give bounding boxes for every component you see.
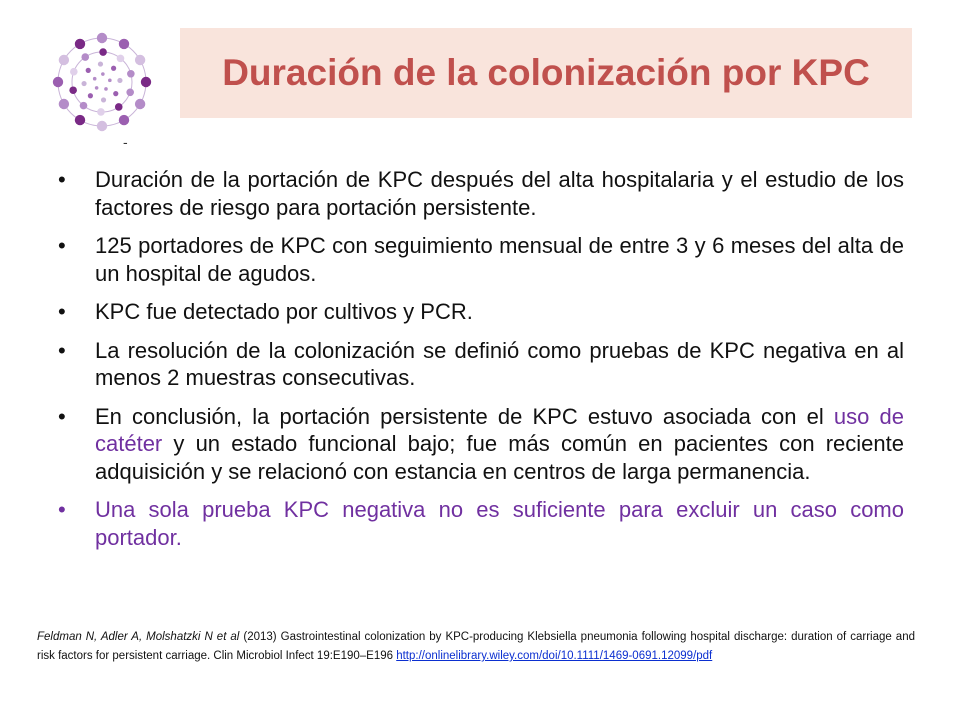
reference-body: (2013) Gastrointestinal colonization by KPC-producing Klebsiella pneumonia following hospital discharge: duration of carriage and risk factors for persistent carriage. Clin Microbiol Infect 19:E190–E196 xyxy=(37,631,915,662)
logo-dot xyxy=(80,102,88,110)
logo-icon xyxy=(48,28,156,136)
logo-dot xyxy=(101,72,105,76)
logo-dot xyxy=(119,115,129,125)
bullet-item xyxy=(58,166,904,221)
logo-dot xyxy=(117,55,125,63)
bullet-icon: • xyxy=(58,167,66,192)
bullet-list xyxy=(58,166,904,562)
logo-dot xyxy=(97,108,105,116)
logo-dot xyxy=(69,86,77,94)
bullet-text: 125 portadores de KPC con seguimiento mensual de entre 3 y 6 meses del alta de un hospital de agudos. xyxy=(95,233,904,286)
logo-dot xyxy=(97,121,107,131)
bullet-text xyxy=(95,404,904,484)
title-bar xyxy=(180,28,912,118)
bullet-item xyxy=(58,232,904,287)
logo-dot xyxy=(59,55,69,65)
logo-dot xyxy=(70,68,78,76)
bullet-text: La resolución de la colonización se definió como pruebas de KPC negativa en al menos 2 muestras consecutivas. xyxy=(95,337,904,390)
bullet-icon: • xyxy=(58,337,66,363)
highlight-catheter: uso de catéter xyxy=(95,403,904,456)
logo-dot xyxy=(115,103,123,111)
reference-link[interactable]: http://onlinelibrary.wiley.com/doi/10.1111/1469-0691.12099/pdf xyxy=(396,650,713,662)
bullet-item xyxy=(58,403,904,486)
bullet-icon: • xyxy=(58,233,66,258)
logo-dot xyxy=(117,78,122,83)
logo-dot xyxy=(95,86,99,90)
page-title: Duración de la colonización por KPC xyxy=(222,52,870,93)
bullet-icon: • xyxy=(58,497,66,522)
logo-dot xyxy=(59,99,69,109)
logo-dot xyxy=(111,66,116,71)
logo-dot xyxy=(81,53,89,61)
logo-dot xyxy=(75,39,85,49)
bullet-item xyxy=(58,337,904,392)
bullet-text-after: y un estado funcional bajo; fue más común en pacientes con reciente adquisición y se relacionó con estancia en centros de larga permanencia. xyxy=(95,431,904,484)
logo-dot xyxy=(119,39,129,49)
reference-citation xyxy=(37,628,915,666)
logo-dot xyxy=(81,81,86,86)
bullet-text-before: En conclusión, la portación persistente de KPC estuvo asociada con el xyxy=(95,403,834,429)
logo-dot xyxy=(97,33,107,43)
bullet-text: Duración de la portación de KPC después del alta hospitalaria y el estudio de los factores de riesgo para portación persistente. xyxy=(95,167,904,220)
logo-dot xyxy=(86,68,91,73)
logo-dot xyxy=(101,97,106,102)
logo-dot xyxy=(113,91,118,96)
logo-dash: - xyxy=(123,134,128,150)
logo-dot xyxy=(135,99,145,109)
logo-dot xyxy=(53,77,63,87)
logo-dot xyxy=(135,55,145,65)
bullet-icon: • xyxy=(58,403,66,429)
logo-dot xyxy=(98,61,103,66)
bullet-icon: • xyxy=(58,299,66,324)
logo-dot xyxy=(126,88,134,96)
bullet-text: Una sola prueba KPC negativa no es suficiente para excluir un caso como portador. xyxy=(95,497,904,550)
bullet-text: KPC fue detectado por cultivos y PCR. xyxy=(95,299,473,324)
reference-authors: Feldman N, Adler A, Molshatzki N et al xyxy=(37,631,240,643)
logo-dot xyxy=(88,93,93,98)
logo-dot xyxy=(75,115,85,125)
logo-dot xyxy=(104,87,108,91)
logo-dot xyxy=(93,77,97,81)
bullet-item xyxy=(58,298,904,326)
logo-dot xyxy=(99,48,107,56)
logo-dot xyxy=(141,77,151,87)
logo-dot xyxy=(127,70,135,78)
bullet-item-highlight xyxy=(58,496,904,551)
logo-dot xyxy=(108,79,112,83)
